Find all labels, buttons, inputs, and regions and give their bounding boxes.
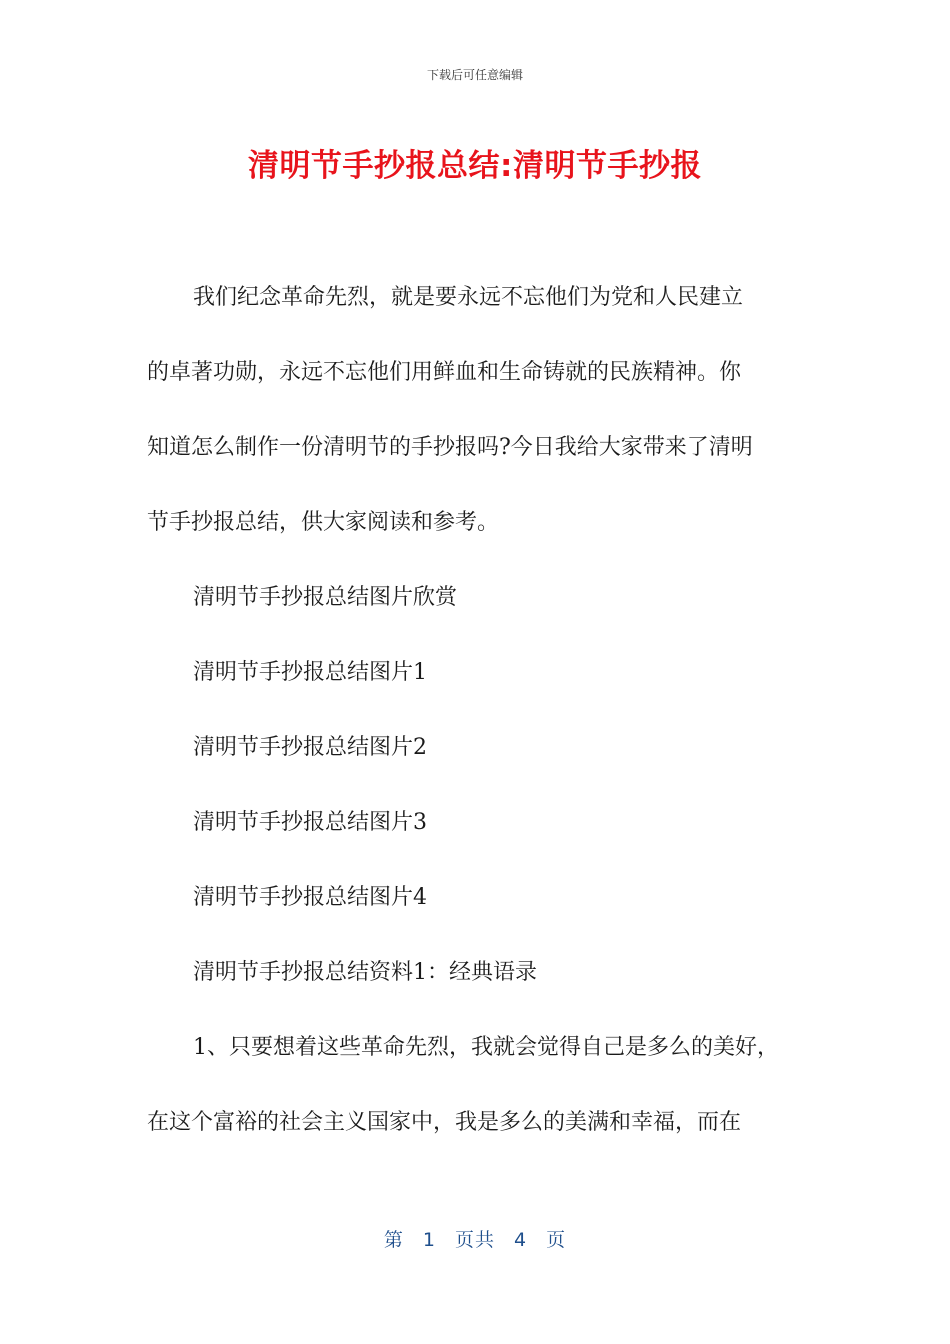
paragraph-line: 知道怎么制作一份清明节的手抄报吗?今日我给大家带来了清明 xyxy=(147,435,753,460)
paragraph-line: 的卓著功勋，永远不忘他们用鲜血和生命铸就的民族精神。你 xyxy=(147,360,742,385)
page-number-footer: 第 1 页共 4 页 xyxy=(383,1229,567,1251)
header-note: 下载后可任意编辑 xyxy=(426,68,523,82)
image-caption: 清明节手抄报总结图片3 xyxy=(193,810,427,835)
image-caption: 清明节手抄报总结图片1 xyxy=(193,660,427,685)
section-heading: 清明节手抄报总结资料1：经典语录 xyxy=(193,960,537,985)
paragraph-line: 我们纪念革命先烈，就是要永远不忘他们为党和人民建立 xyxy=(193,285,744,310)
document-title: 清明节手抄报总结:清明节手抄报 xyxy=(248,148,702,184)
paragraph-line: 1、只要想着这些革命先烈，我就会觉得自己是多么的美好， xyxy=(193,1035,779,1060)
image-caption: 清明节手抄报总结图片2 xyxy=(193,735,427,760)
section-heading: 清明节手抄报总结图片欣赏 xyxy=(193,585,458,610)
image-caption: 清明节手抄报总结图片4 xyxy=(193,885,427,910)
paragraph-line: 节手抄报总结，供大家阅读和参考。 xyxy=(147,510,500,535)
paragraph-line: 在这个富裕的社会主义国家中，我是多么的美满和幸福，而在 xyxy=(147,1110,742,1135)
